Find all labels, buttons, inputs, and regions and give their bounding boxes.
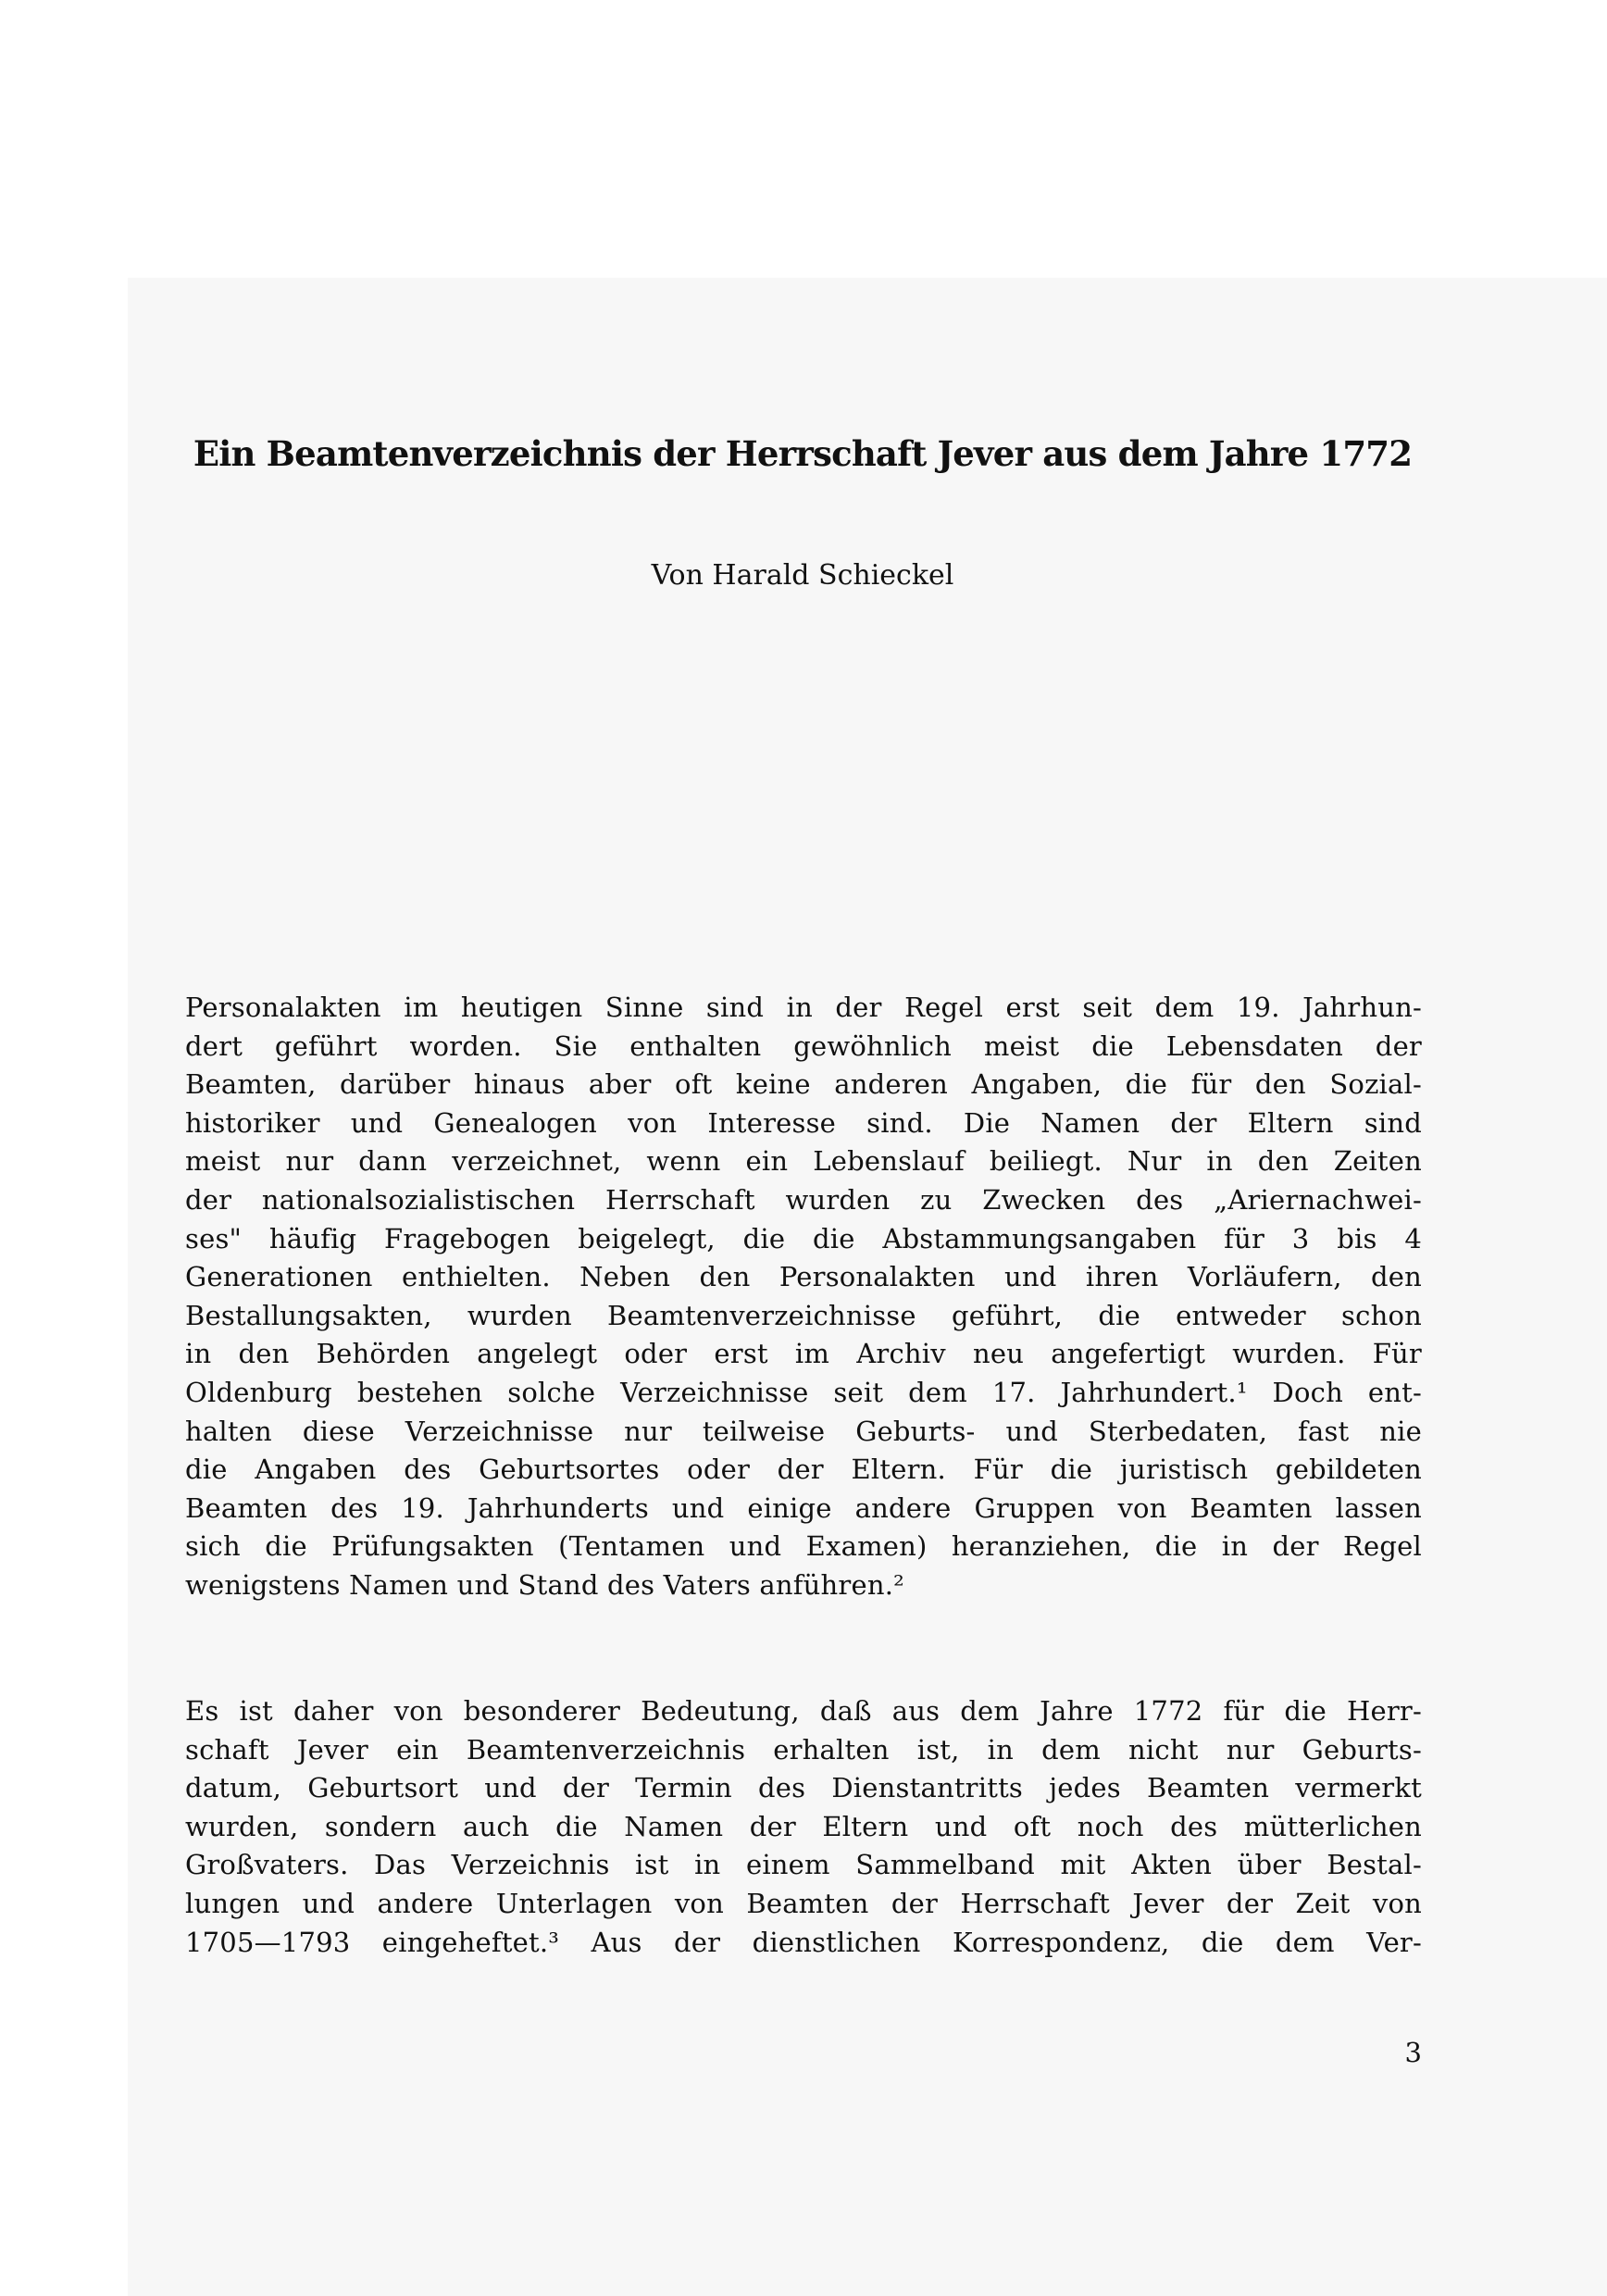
article-author: Von Harald Schieckel: [651, 559, 954, 592]
text-line: Personalakten im heutigen Sinne sind in der Regel erst seit dem 19. Jahrhun-: [185, 992, 1422, 1023]
text-line: Bestallungsakten, wurden Beamtenverzeichnisse geführt, die entweder schon: [185, 1299, 1422, 1331]
text-line: Großvaters. Das Verzeichnis ist in einem Sammelband mit Akten über Bestal-: [185, 1849, 1422, 1881]
text-line: Es ist daher von besonderer Bedeutung, daß aus dem Jahre 1772 für die Herr-: [185, 1695, 1422, 1727]
text-line: dert geführt worden. Sie enthalten gewöhnlich meist die Lebensdaten der: [185, 1029, 1422, 1062]
text-line: wurden, sondern auch die Namen der Eltern und oft noch des mütterlichen: [185, 1810, 1422, 1842]
text-line: meist nur dann verzeichnet, wenn ein Lebenslauf beiliegt. Nur in den Zeiten: [185, 1145, 1422, 1178]
body-paragraph-2: [185, 1692, 1422, 1962]
page-number: 3: [1404, 2037, 1422, 2068]
text-line: ses" häufig Fragebogen beigelegt, die die Abstammungsangaben für 3 bis 4: [185, 1222, 1422, 1254]
text-line: lungen und andere Unterlagen von Beamten der Herrschaft Jever der Zeit von: [185, 1887, 1422, 1919]
text-line: datum, Geburtsort und der Termin des Dienstantritts jedes Beamten vermerkt: [185, 1772, 1422, 1804]
text-line: Beamten des 19. Jahrhunderts und einige andere Gruppen von Beamten lassen: [185, 1491, 1422, 1524]
text-line: schaft Jever ein Beamtenverzeichnis erhalten ist, in dem nicht nur Geburts-: [185, 1733, 1422, 1766]
text-line: sich die Prüfungsakten (Tentamen und Examen) heranziehen, die in der Regel: [185, 1530, 1422, 1563]
text-line: wenigstens Namen und Stand des Vaters anführen.²: [185, 1568, 904, 1601]
text-line: Oldenburg bestehen solche Verzeichnisse seit dem 17. Jahrhundert.¹ Doch ent-: [185, 1376, 1422, 1408]
text-line: Beamten, darüber hinaus aber oft keine anderen Angaben, die für den Sozial-: [185, 1068, 1422, 1101]
text-line: die Angaben des Geburtsortes oder der Eltern. Für die juristisch gebildeten: [185, 1454, 1422, 1486]
text-line: historiker und Genealogen von Interesse sind. Die Namen der Eltern sind: [185, 1106, 1422, 1139]
text-line: der nationalsozialistischen Herrschaft wurden zu Zwecken des „Ariernachwei-: [185, 1183, 1422, 1216]
body-paragraph-1: [185, 989, 1422, 1605]
text-line: in den Behörden angelegt oder erst im Archiv neu angefertigt wurden. Für: [185, 1338, 1422, 1370]
article-title: Ein Beamtenverzeichnis der Herrschaft Jever aus dem Jahre 1772: [193, 433, 1413, 474]
text-line: Generationen enthielten. Neben den Personalakten und ihren Vorläufern, den: [185, 1261, 1422, 1293]
text-line: 1705—1793 eingeheftet.³ Aus der dienstlichen Korrespondenz, die dem Ver-: [185, 1926, 1422, 1958]
text-line: halten diese Verzeichnisse nur teilweise Geburts- und Sterbedaten, fast nie: [185, 1415, 1422, 1447]
